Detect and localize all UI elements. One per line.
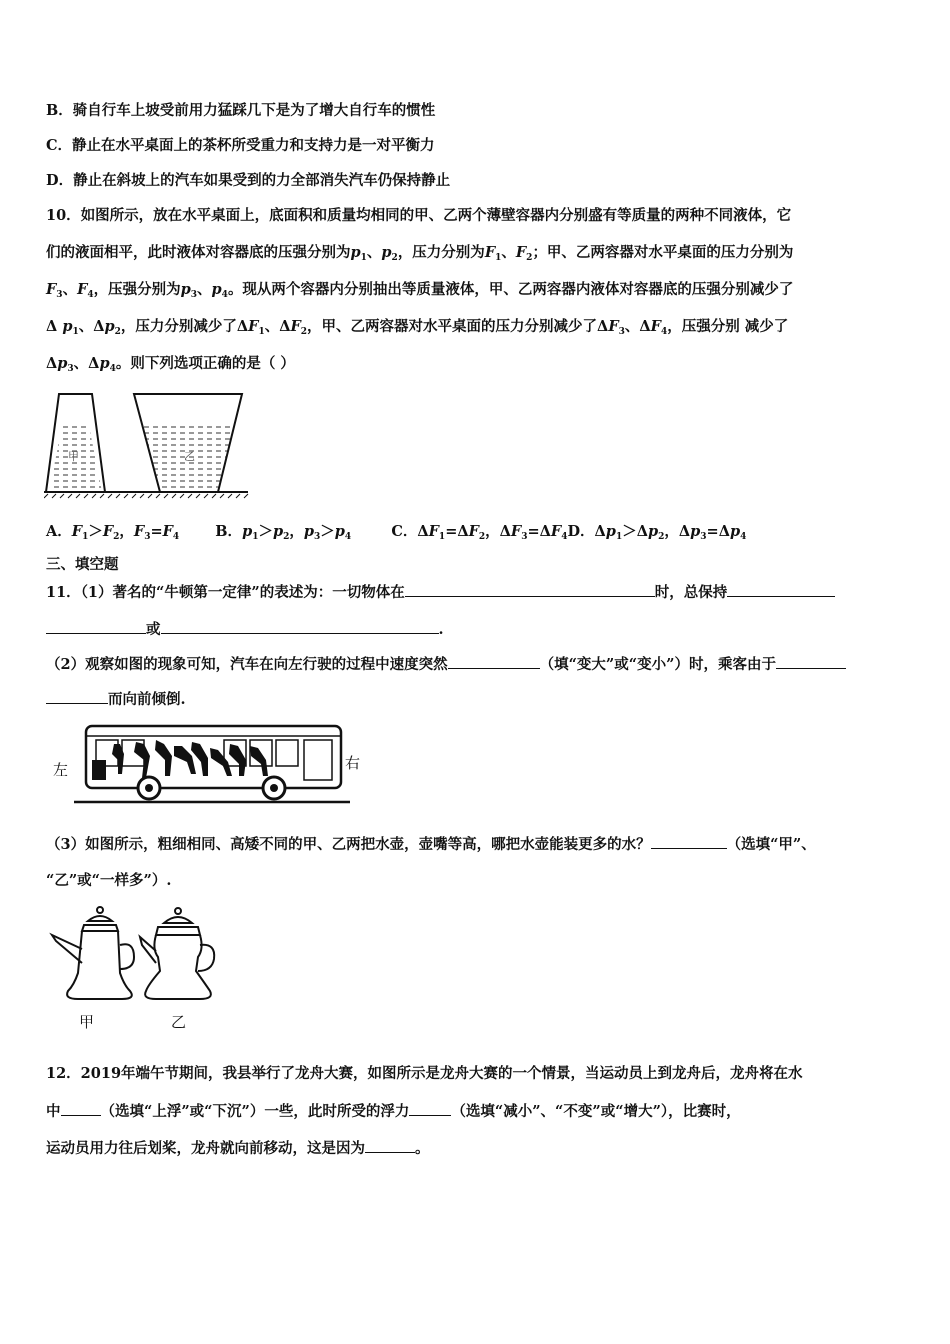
q11-p3-line1: （3）如图所示，粗细相同、高矮不同的甲、乙两把水壶，壶嘴等高，哪把水壶能装更多的水？ （选填“甲”、 [46,836,816,853]
q11-blank-8[interactable] [651,834,727,849]
q10-options [46,522,746,547]
q10-line3a: ，压强分别为 [93,281,181,298]
q10-option-d: D．$\Delta p_1>\Delta p_2$，$\Delta p_3=\Delta p_4$ [567,523,747,542]
q10-line1 [46,206,791,226]
q10-line5: $\Delta p_3$、$\Delta p_4$。则下列选项正确的是（ ） [46,355,295,374]
q11-blank-1[interactable] [405,582,655,597]
bus-left-label: 左 [53,761,69,779]
q11-p3-line2: “乙”或“一样多”）. [46,872,172,889]
q12-line3: 运动员用力往后划桨，龙舟就向前移动，这是因为 。 [46,1140,430,1157]
q10-line2b: ，压力分别为 [397,244,485,261]
q10-line4a: ，压力分别减少了 [120,318,237,335]
q11-blank-2[interactable] [727,582,835,597]
bus-right-label: 右 [345,754,361,772]
teapot-jia [52,907,134,999]
container-yi-label: 乙 [184,450,195,463]
q10-line2c: ；甲、乙两容器对水平桌面的压力分别为 [532,244,794,261]
q11-blank-3[interactable] [46,619,146,634]
q12-line2: 中 （选填“上浮”或“下沉”）一些，此时所受的浮力 （选填“减小”、“不变”或“增大”），比赛时， [46,1103,741,1120]
q10-option-a: A．$F_1>F_2$，$F_3=F_4$ [46,523,180,542]
q9-option-d: D．静止在斜坡上的汽车如果受到的力全部消失汽车仍保持静止 [46,172,451,189]
q10-line1-text: 如图所示，放在水平桌面上，底面积和质量均相同的甲、乙两个薄壁容器内分别盛有等质量的两种不同液体，它 [80,207,792,224]
q9-option-c: C．静止在水平桌面上的茶杯所受重力和支持力是一对平衡力 [46,137,435,154]
q10-line2: 们的液面相平，此时液体对容器底的压强分别为$p_1$、$p_2$，压力分别为$F_1$、$F_2$；甲、乙两容器对水平桌面的压力分别为 [46,244,794,263]
q10-line2a: 们的液面相平，此时液体对容器底的压强分别为 [46,244,351,261]
q9-option-b: B．骑自行车上坡受前用力猛踩几下是为了增大自行车的惯性 [46,102,436,119]
q12-line1: 12．2019年端午节期间，我县举行了龙舟大赛，如图所示是龙舟大赛的一个情景，当运动员上到龙舟后，龙舟将在水 [46,1065,803,1082]
q12-blank-2[interactable] [409,1101,451,1116]
q10-line4b: ，甲、乙两容器对水平桌面的压力分别减少了 [307,318,598,335]
container-jia-label: 甲 [68,450,79,463]
teapot-figure [48,905,226,1005]
teapot-yi [140,908,214,999]
teapot-jia-label: 甲 [79,1013,95,1031]
q11-blank-6[interactable] [776,654,846,669]
teapot-yi-label: 乙 [171,1013,187,1031]
q10-number: 10． [46,207,81,224]
q11-blank-4[interactable] [161,619,439,634]
q12-blank-1[interactable] [61,1101,101,1116]
q11-p1-line2: 或 . [46,619,444,640]
q10-container-figure [44,388,249,500]
q10-line4: Δ $p_1$、$\Delta p_2$，压力分别减少了$\Delta F_1$、$\Delta F_2$，甲、乙两容器对水平桌面的压力分别减少了$\Delta F_3$、$\Delta F_4$，压强分别 减少了 [46,318,789,337]
q12-blank-3[interactable] [365,1138,415,1153]
q10-option-c: C．$\Delta F_1=\Delta F_2$，$\Delta F_3=\Delta F_4$ [391,523,568,542]
q10-line3: $F_3$、$F_4$，压强分别为$p_3$、$p_4$。现从两个容器内分别抽出等质量液体，甲、乙两容器内液体对容器底的压强分别减少了 [46,281,794,300]
q10-line4c: ，压强分别 减少了 [667,318,789,335]
q10-line3b: 。现从两个容器内分别抽出等质量液体，甲、乙两容器内液体对容器底的压强分别减少了 [227,281,794,298]
q11-p2-line1: （2）观察如图的现象可知，汽车在向左行驶的过程中速度突然 （填“变大”或“变小”）时，乘客由于 [46,654,846,675]
q11-blank-5[interactable] [448,654,540,669]
q11-p2-line2: 而向前倾倒. [46,689,186,710]
q10-line5-text: 。则下列选项正确的是（ ） [115,355,295,372]
bus-figure [74,722,354,806]
q10-option-b: B．$p_1>p_2$，$p_3>p_4$ [215,523,352,542]
q11-p1-line1: 11．（1）著名的“牛顿第一定律”的表述为：一切物体在 时，总保持 [46,582,835,603]
section-3-title: 三、填空题 [46,556,119,573]
q11-blank-7[interactable] [46,689,108,704]
